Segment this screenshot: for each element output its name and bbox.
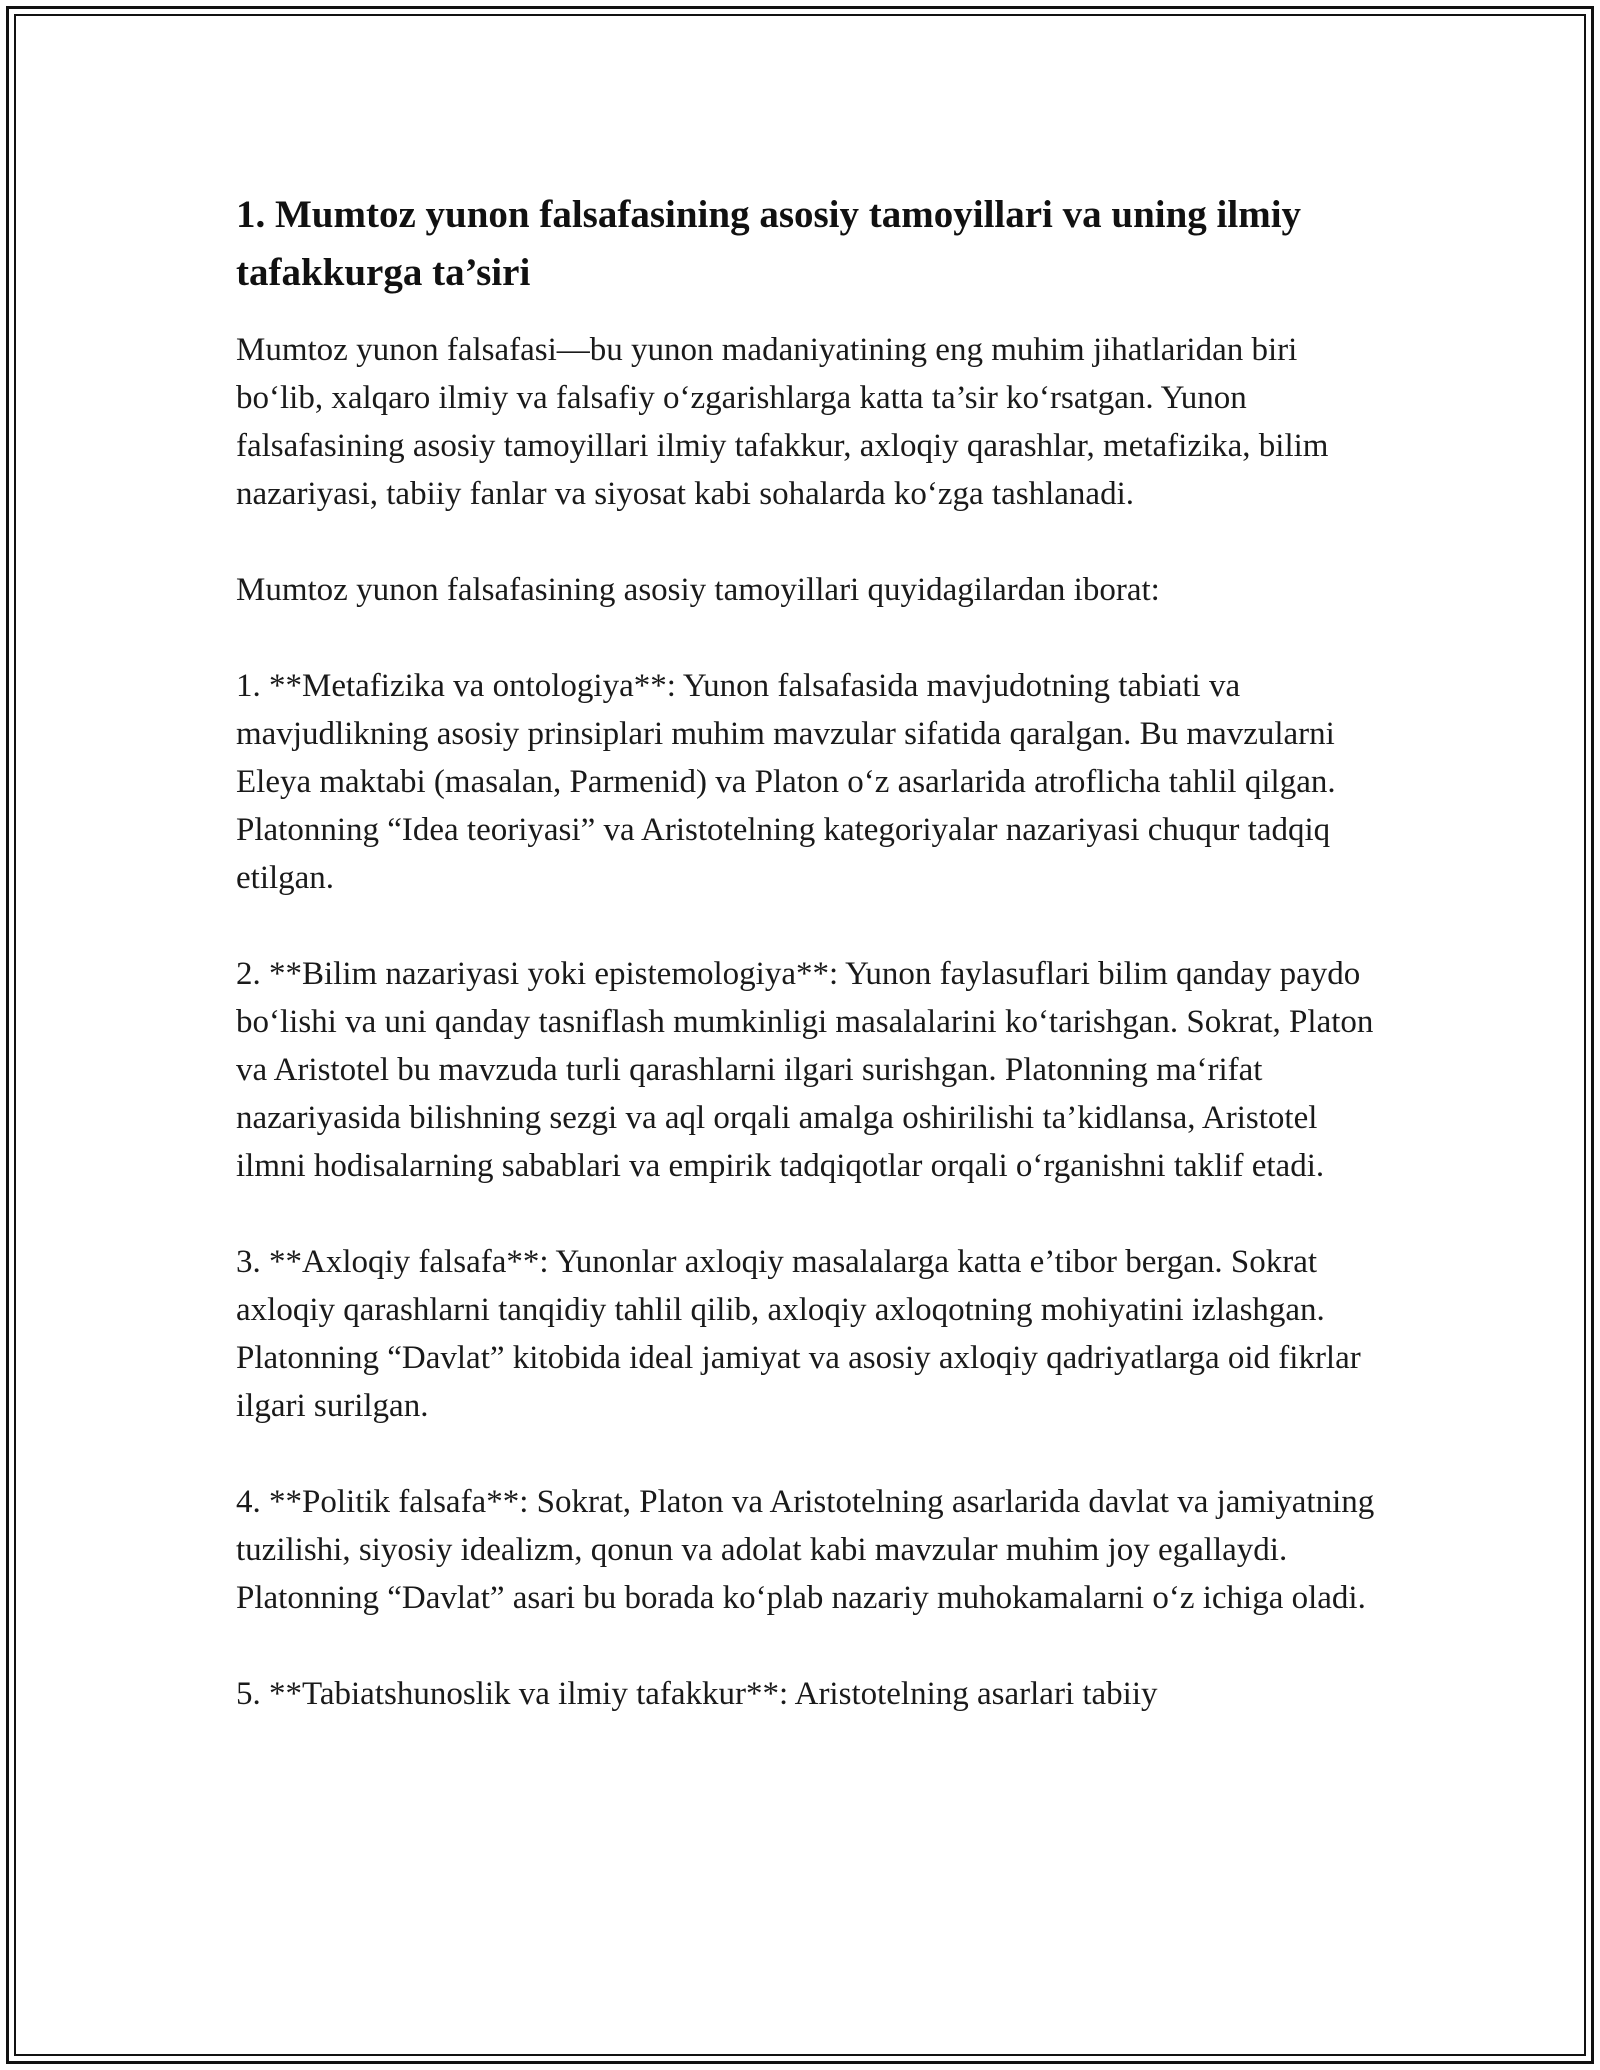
principle-item-epistemology: 2. **Bilim nazariyasi yoki epistemologiya**: Yunon faylasuflari bilim qanday paydo bo‘lishi va uni qanday tasniflash mumkinligi masalalarini ko‘tarishgan. Sokrat, Platon va Aristotel bu mavzuda turli qarashlarni ilgari surishgan. Platonning ma‘rifat nazariyasida bilishning sezgi va aql orqali amalga oshirilishi ta’kidlansa, Aristotel ilmni hodisalarning sabablari va empirik tadqiqotlar orqali o‘rganishni taklif etadi. — [236, 956, 1374, 1184]
lead-paragraph: Mumtoz yunon falsafasining asosiy tamoyillari quyidagilardan iborat: — [236, 572, 1160, 608]
principle-item-ethics: 3. **Axloqiy falsafa**: Yunonlar axloqiy masalalarga katta e’tibor bergan. Sokrat axloqiy qarashlarni tanqidiy tahlil qilib, axloqiy axloqotning mohiyatini izlashgan. Platonning “Davlat” kitobida ideal jamiyat va asosiy axloqiy qadriyatlarga oid fikrlar ilgari surilgan. — [236, 1244, 1361, 1424]
principle-item-politics: 4. **Politik falsafa**: Sokrat, Platon va Aristotelning asarlarida davlat va jamiyatning tuzilishi, siyosiy idealizm, qonun va adolat kabi mavzular muhim joy egallaydi. Platonning “Davlat” asari bu borada ko‘plab nazariy muhokamalarni o‘z ichiga oladi. — [236, 1484, 1375, 1616]
principle-item-natural-science: 5. **Tabiatshunoslik va ilmiy tafakkur**: Aristotelning asarlari tabiiy — [236, 1676, 1158, 1712]
principle-item-metaphysics: 1. **Metafizika va ontologiya**: Yunon falsafasida mavjudotning tabiati va mavjudlikning asosiy prinsiplari muhim mavzular sifatida qaralgan. Bu mavzularni Eleya maktabi (masalan, Parmenid) va Platon o‘z asarlarida atroflicha tahlil qilgan. Platonning “Idea teoriyasi” va Aristotelning kategoriyalar nazariyasi chuqur tadqiq etilgan. — [236, 668, 1336, 896]
intro-paragraph: Mumtoz yunon falsafasi—bu yunon madaniyatining eng muhim jihatlaridan biri bo‘lib, xalqaro ilmiy va falsafiy o‘zgarishlarga katta ta’sir ko‘rsatgan. Yunon falsafasining asosiy tamoyillari ilmiy tafakkur, axloqiy qarashlar, metafizika, bilim nazariyasi, tabiiy fanlar va siyosat kabi sohalarda ko‘zga tashlanadi. — [236, 332, 1329, 512]
document-body — [236, 186, 1386, 1766]
section-heading: 1. Mumtoz yunon falsafasining asosiy tamoyillari va uning ilmiy tafakkurga ta’siri — [236, 193, 1302, 294]
